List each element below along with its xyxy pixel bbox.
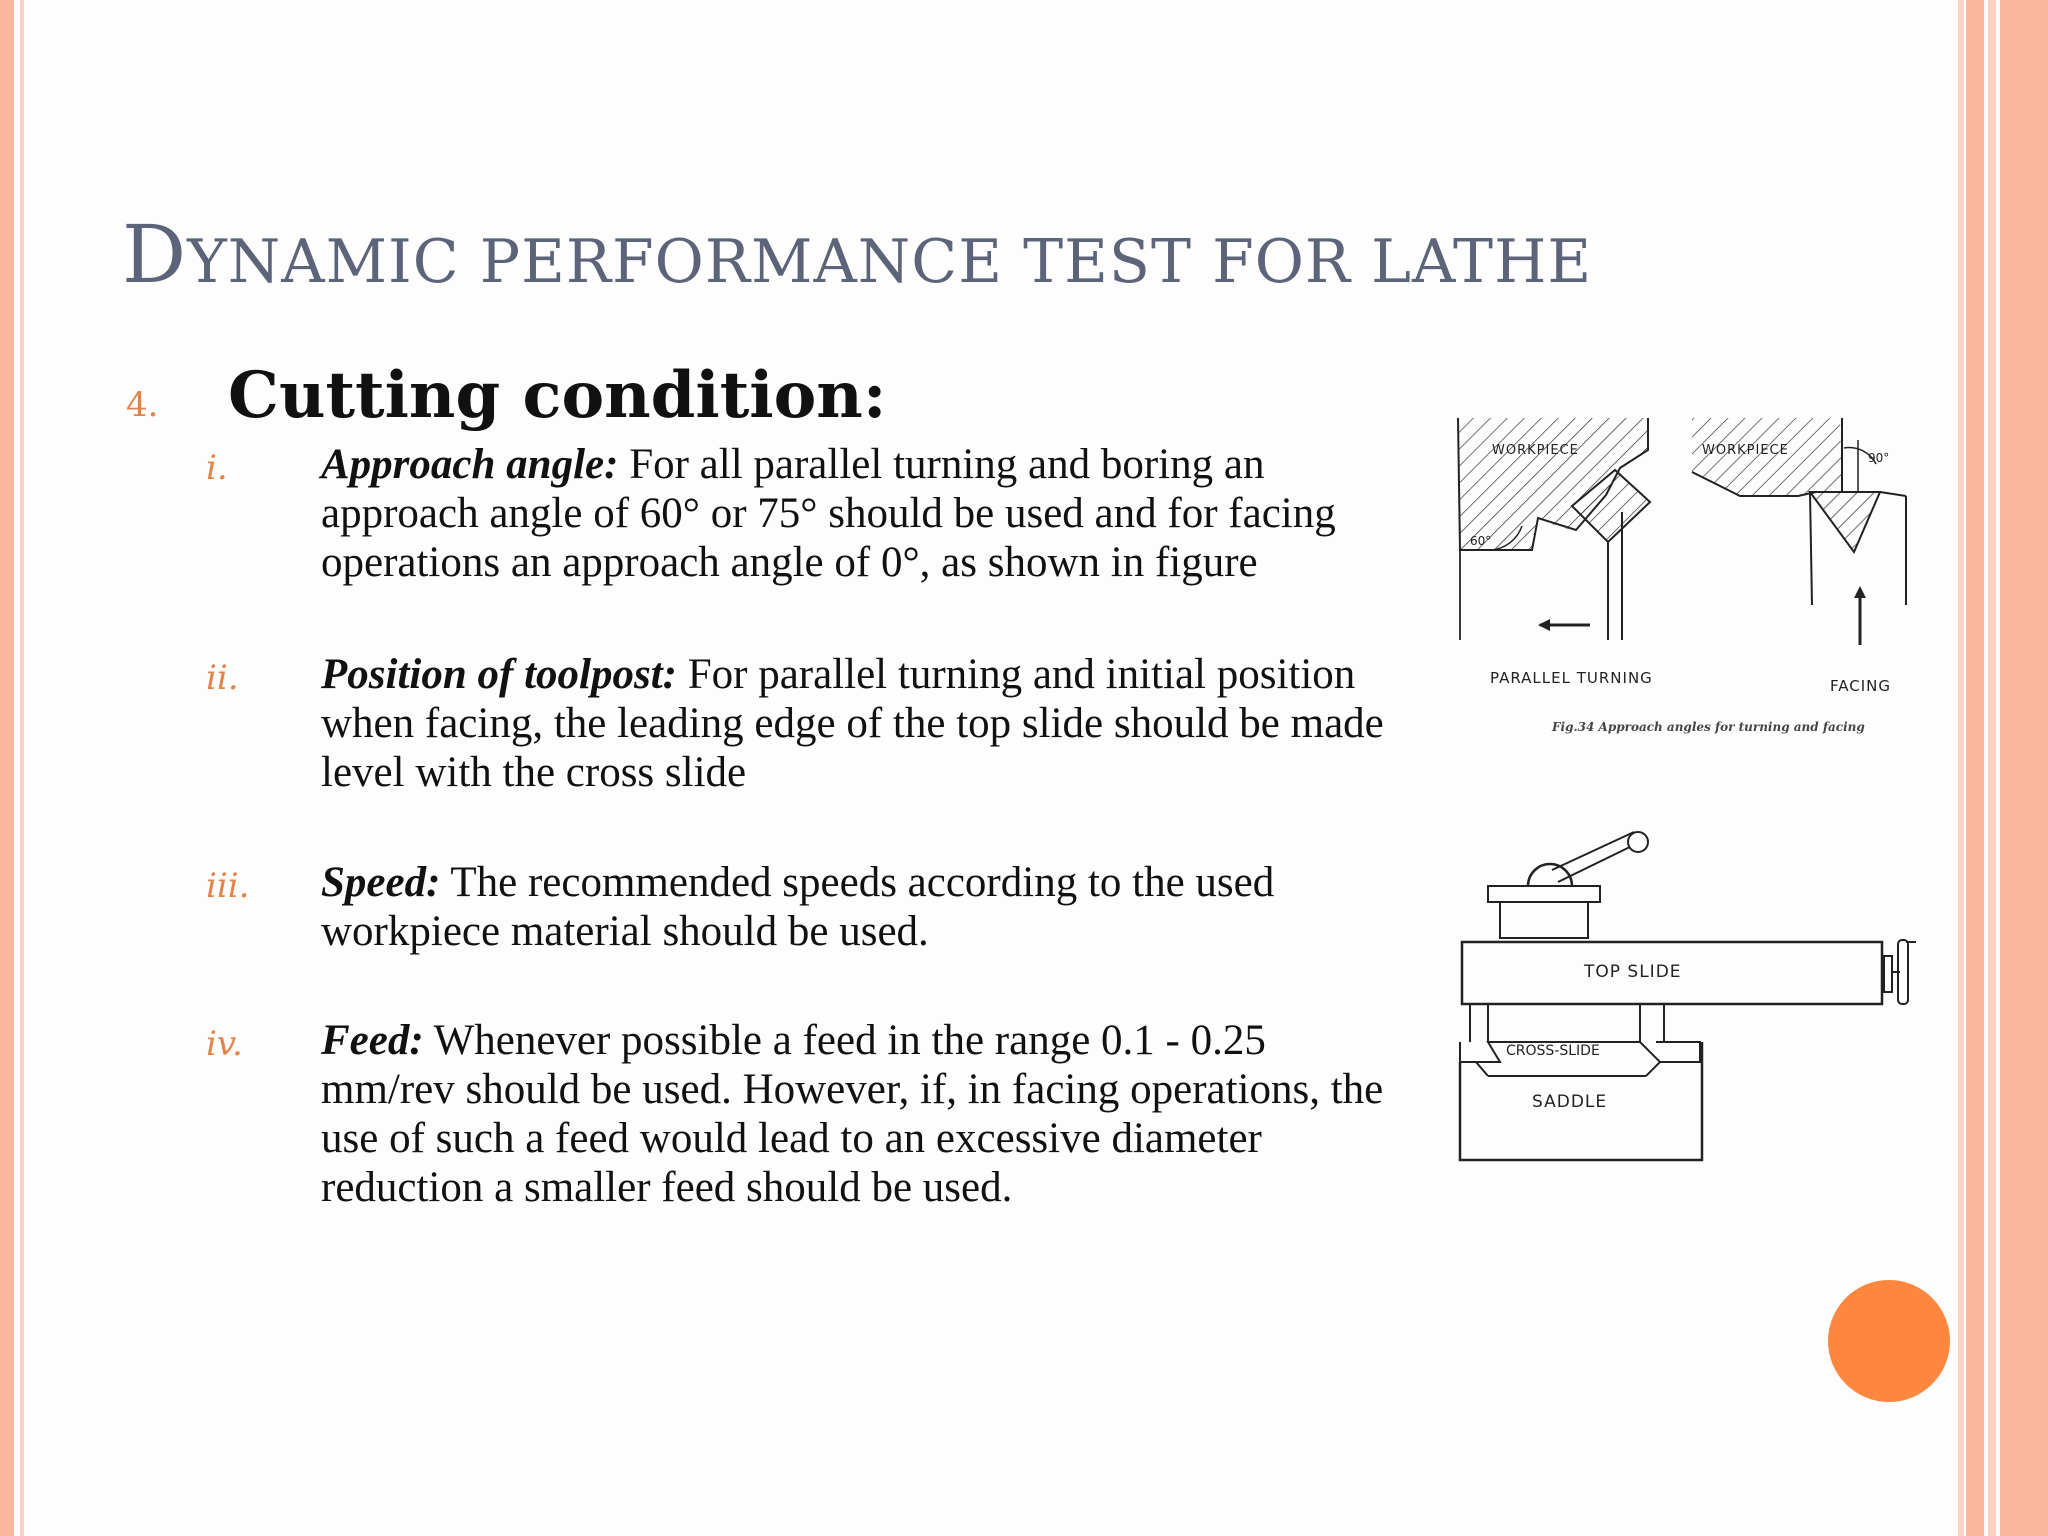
- cross-slide-label: CROSS-SLIDE: [1506, 1043, 1600, 1059]
- item-feed: Feed: Whenever possible a feed in the range 0.1 - 0.25 mm/rev should be used. However, if, in facing operations, the use of such a feed would lead to an excessive diameter reduction a smaller feed should be used.: [321, 1017, 1384, 1211]
- item-speed: Speed: The recommended speeds according to the used workpiece material should be used.: [321, 859, 1275, 955]
- item-numeral-ii: ii.: [206, 658, 239, 698]
- slide-assembly-figure: [1460, 832, 1916, 1160]
- lathe-figures: [1440, 400, 1940, 1180]
- item-numeral-iii: iii.: [206, 866, 250, 906]
- parallel-turning-label: PARALLEL TURNING: [1490, 669, 1653, 687]
- angle-60-label: 60°: [1470, 534, 1492, 548]
- figure-caption: Fig.34 Approach angles for turning and facing: [1552, 720, 1865, 734]
- item-toolpost-position: Position of toolpost: For parallel turning and initial position when facing, the leading edge of the top slide should be made level with the cross slide: [321, 651, 1384, 796]
- slide-title: DYNAMIC PERFORMANCE TEST FOR LATHE: [122, 208, 1593, 301]
- left-border-stripe: [0, 0, 14, 1536]
- right-border-stripe-thin-2: [1988, 0, 1996, 1536]
- right-border-stripe: [1966, 0, 1984, 1536]
- workpiece-label-left: WORKPIECE: [1492, 443, 1579, 458]
- left-border-stripe-thin: [20, 0, 24, 1536]
- section-heading: Cutting condition:: [228, 358, 887, 433]
- facing-label: FACING: [1830, 677, 1891, 695]
- workpiece-label-right: WORKPIECE: [1702, 443, 1789, 458]
- angle-90-label: 90°: [1868, 451, 1890, 465]
- heading-number: 4.: [126, 385, 159, 425]
- item-numeral-iv: iv.: [206, 1024, 243, 1064]
- item-numeral-i: i.: [206, 448, 228, 488]
- approach-angle-figure: [1458, 418, 1906, 734]
- item-approach-angle: Approach angle: For all parallel turning and boring an approach angle of 60° or 75° should be used and for facing operations an approach angle of 0°, as shown in figure: [321, 441, 1336, 586]
- right-border-stripe-wide: [2000, 0, 2048, 1536]
- right-border-stripe-thin: [1958, 0, 1964, 1536]
- accent-circle: [1828, 1280, 1950, 1402]
- saddle-label: SADDLE: [1532, 1092, 1608, 1112]
- top-slide-label: TOP SLIDE: [1584, 962, 1682, 982]
